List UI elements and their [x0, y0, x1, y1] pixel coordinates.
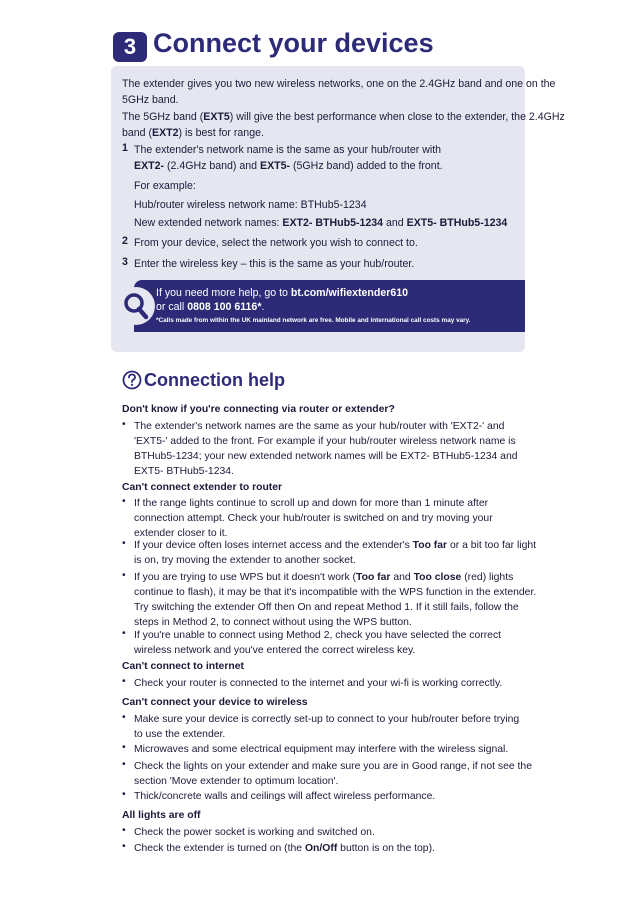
bullet: • — [122, 759, 126, 770]
bullet: • — [122, 496, 126, 507]
help-question-icon — [122, 370, 142, 390]
intro-paragraph-2 — [122, 109, 565, 141]
extended-network-names: New extended network names: EXT2- BTHub5-1234 and EXT5- BTHub5-1234 — [134, 217, 508, 229]
all-lights-off-bullet-2: Check the extender is turned on (the On/Off button is on the top). — [134, 843, 435, 854]
connection-help-title: Connection help — [144, 370, 285, 390]
section-number-badge: 3 — [113, 32, 147, 62]
hub-network-name: Hub/router wireless network name: BTHub5-1234 — [134, 199, 367, 211]
example-label: For example: — [134, 180, 196, 192]
router-or-extender-bullet-1: The extender's network names are the same as your hub/router with 'EXT2-' and 'EXT5-' added to the front. For example if your hub/router wireless network name is BTHub5-1234; your new extended network names will be EXT2- BTHub5-1234 and EXT5- BTHub5-1234. — [134, 421, 518, 477]
step-3-number: 3 — [122, 256, 128, 268]
bullet: • — [122, 419, 126, 430]
help-url-link[interactable]: bt.com/wifiextender610 — [290, 287, 409, 299]
intro-paragraph-1 — [122, 76, 555, 108]
step-1-text: The extender's network name is the same as your hub/router with EXT2- (2.4GHz band) and EXT5- (5GHz band) added to the front. — [134, 144, 443, 172]
bullet: • — [122, 538, 126, 549]
magnifier-icon — [116, 286, 156, 326]
page-title: Connect your devices — [153, 28, 434, 58]
bullet: • — [122, 841, 126, 852]
bullet: • — [122, 676, 126, 687]
cant-connect-wireless-heading: Can't connect your device to wireless — [122, 697, 308, 708]
step-3-text: Enter the wireless key – this is the same as your hub/router. — [134, 258, 415, 270]
cant-connect-wireless-bullet-1: Make sure your device is correctly set-up to connect to your hub/router before trying to use the extender. — [134, 714, 520, 740]
bullet: • — [122, 712, 126, 723]
bullet: • — [122, 742, 126, 753]
help-box — [134, 280, 525, 332]
bullet: • — [122, 825, 126, 836]
cant-connect-wireless-bullet-2: Microwaves and some electrical equipment may interfere with the wireless signal. — [134, 744, 509, 755]
help-phone-number: 0808 100 6116* — [187, 301, 262, 313]
step-2-number: 2 — [122, 235, 128, 247]
cant-connect-internet-heading: Can't connect to internet — [122, 661, 244, 672]
cant-connect-router-heading: Can't connect extender to router — [122, 482, 283, 493]
cant-connect-wireless-bullet-3: Check the lights on your extender and make sure you are in Good range, if not see the section 'Move extender to optimum location'. — [134, 761, 532, 787]
all-lights-off-heading: All lights are off — [122, 810, 201, 821]
intro-p2-line-2: band (EXT2) is best for range. — [122, 127, 264, 139]
intro-p2-line-1: The 5GHz band (EXT5) will give the best performance when close to the extender, the 2.4GHz — [122, 111, 565, 123]
help-line-1: If you need more help, go to bt.com/wifiextender610 — [156, 287, 409, 299]
cant-connect-router-bullet-1: If the range lights continue to scroll up and down for more than 1 minute after connection attempt. Check your hub/router is switched on and try moving your extender closer to it. — [134, 498, 493, 539]
bullet: • — [122, 789, 126, 800]
call-cost-note: *Calls made from within the UK mainland network are free. Mobile and international call costs may vary. — [156, 317, 471, 324]
intro-p1-line-2: 5GHz band. — [122, 94, 179, 106]
cant-connect-router-bullet-3: If you are trying to use WPS but it doesn't work (Too far and Too close (red) lights continue to flash), it may be that it's incompatible with the WPS function in the extender. Try switching the extender Off then On and repeat Method 1. If it still fails, follow the steps in Method 2, to connect without using the WPS button. — [134, 572, 537, 628]
cant-connect-wireless-bullet-4: Thick/concrete walls and ceilings will affect wireless performance. — [134, 791, 436, 802]
cant-connect-internet-bullet-1: Check your router is connected to the internet and your wi-fi is working correctly. — [134, 678, 503, 689]
cant-connect-router-bullet-4: If you're unable to connect using Method 2, check you have selected the correct wireless network and you've entered the correct wireless key. — [134, 630, 502, 656]
all-lights-off-bullet-1: Check the power socket is working and switched on. — [134, 827, 375, 838]
bullet: • — [122, 628, 126, 639]
router-or-extender-heading: Don't know if you're connecting via router or extender? — [122, 404, 395, 415]
step-2-text: From your device, select the network you wish to connect to. — [134, 237, 418, 249]
intro-p1-line-1: The extender gives you two new wireless networks, one on the 2.4GHz band and one on the — [122, 78, 556, 90]
bullet: • — [122, 570, 126, 581]
help-line-2: or call 0808 100 6116*. — [156, 301, 265, 313]
cant-connect-router-bullet-2: If your device often loses internet access and the extender's Too far or a bit too far light is on, try moving the extender to another socket. — [134, 540, 537, 566]
step-1-number: 1 — [122, 142, 128, 154]
